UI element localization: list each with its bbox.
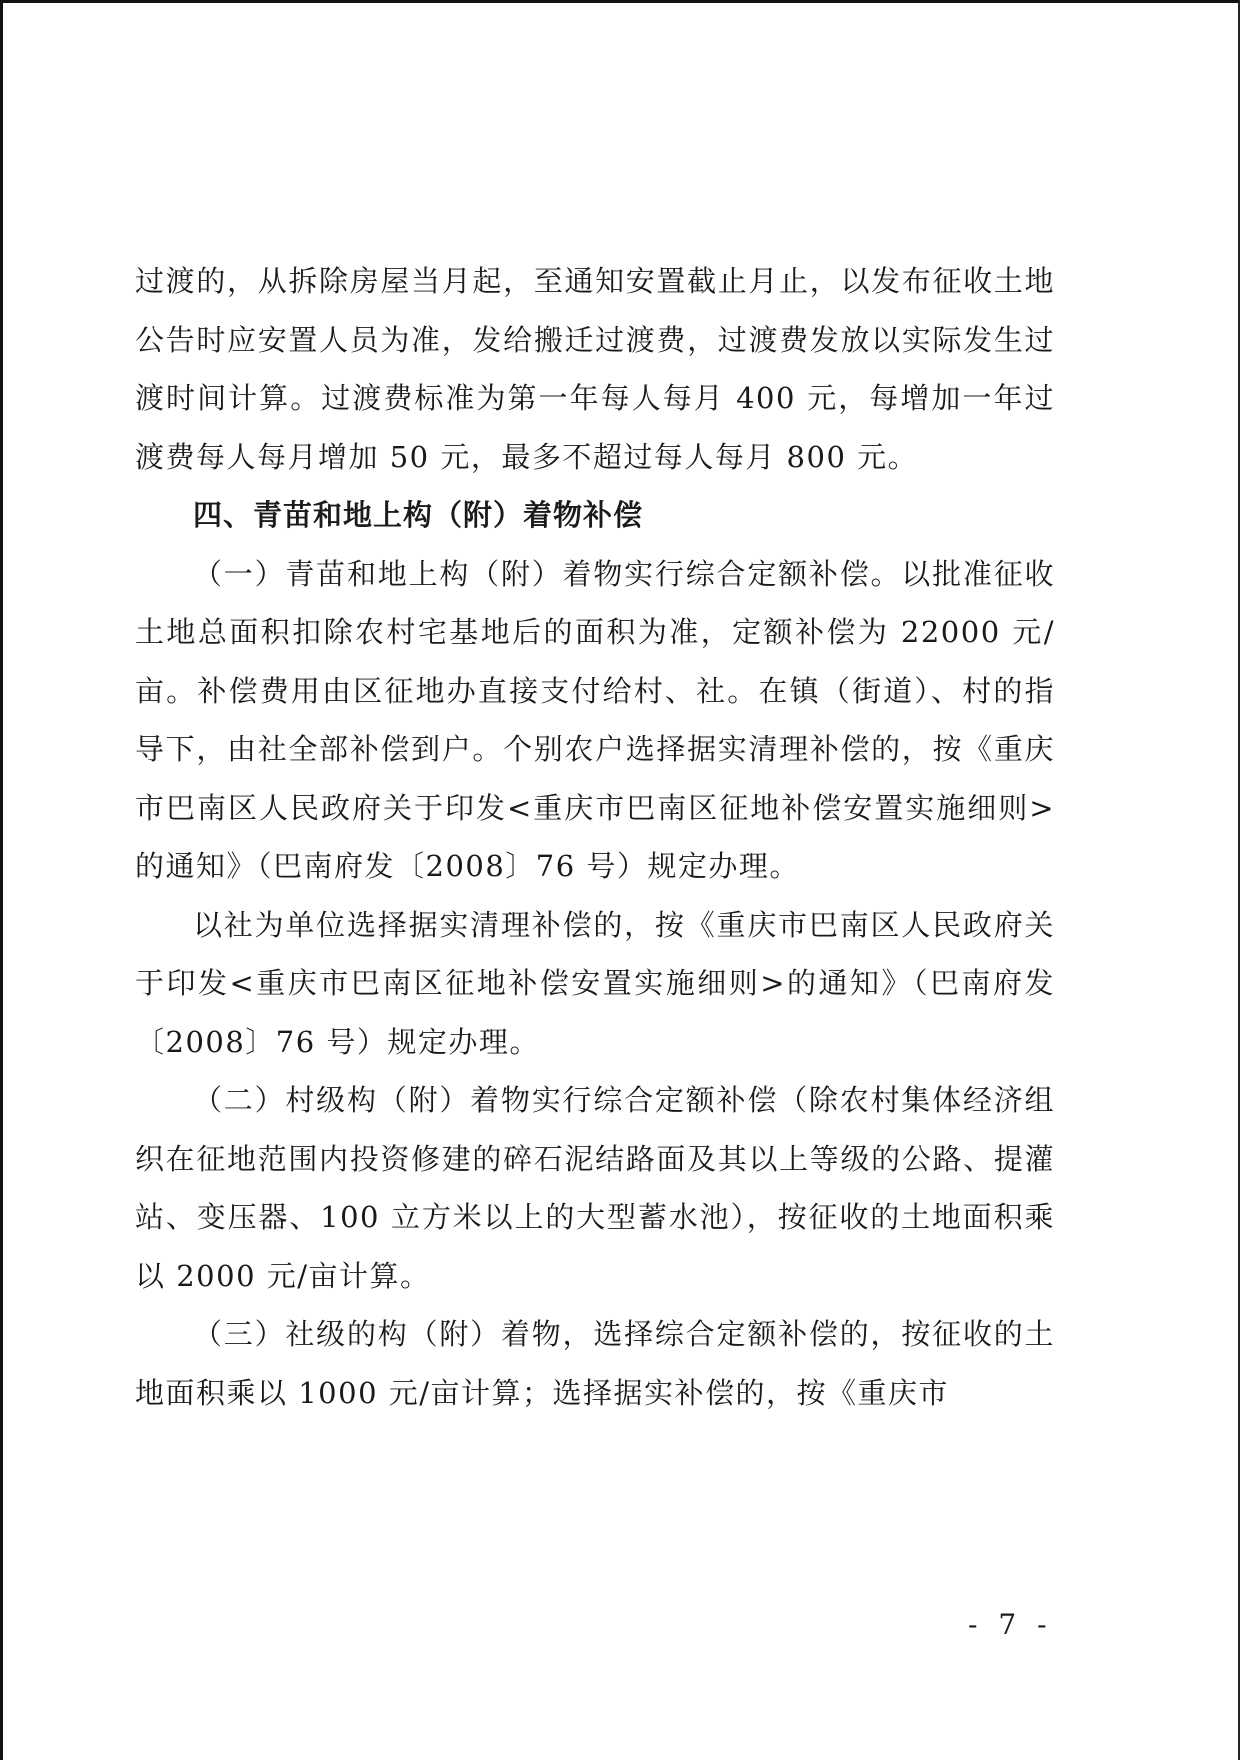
page-edge-left (0, 0, 3, 1760)
document-body (135, 252, 1055, 1422)
section-heading-crops-compensation: 四、青苗和地上构（附）着物补偿 (193, 498, 644, 532)
page-edge-top (0, 0, 1240, 3)
paragraph-item-2: （二）村级构（附）着物实行综合定额补偿（除农村集体经济组织在征地范围内投资修建的碎石泥结路面及其以上等级的公路、提灌站、变压器、100 立方米以上的大型蓄水池），按征收的土地面积乘以 2000 元/亩计算。 (135, 1083, 1055, 1293)
paragraph-transition-fee: 过渡的，从拆除房屋当月起，至通知安置截止月止，以发布征收土地公告时应安置人员为准，发给搬迁过渡费，过渡费发放以实际发生过渡时间计算。过渡费标准为第一年每人每月 400 元，每增加一年过渡费每人每月增加 50 元，最多不超过每人每月 800 元。 (135, 264, 1055, 474)
page-number: - 7 - (968, 1608, 1053, 1641)
paragraph-item-1: （一）青苗和地上构（附）着物实行综合定额补偿。以批准征收土地总面积扣除农村宅基地后的面积为准，定额补偿为 22000 元/亩。补偿费用由区征地办直接支付给村、社。在镇（街道）、村的指导下，由社全部补偿到户。个别农户选择据实清理补偿的，按《重庆市巴南区人民政府关于印发<重庆市巴南区征地补偿安置实施细则>的通知》（巴南府发〔2008〕76 号）规定办理。 (135, 556, 1055, 883)
paragraph-item-3: （三）社级的构（附）着物，选择综合定额补偿的，按征收的土地面积乘以 1000 元/亩计算；选择据实补偿的，按《重庆市 (135, 1317, 1055, 1410)
paragraph-cooperative-option: 以社为单位选择据实清理补偿的，按《重庆市巴南区人民政府关于印发<重庆市巴南区征地补偿安置实施细则>的通知》（巴南府发〔2008〕76 号）规定办理。 (135, 907, 1055, 1059)
